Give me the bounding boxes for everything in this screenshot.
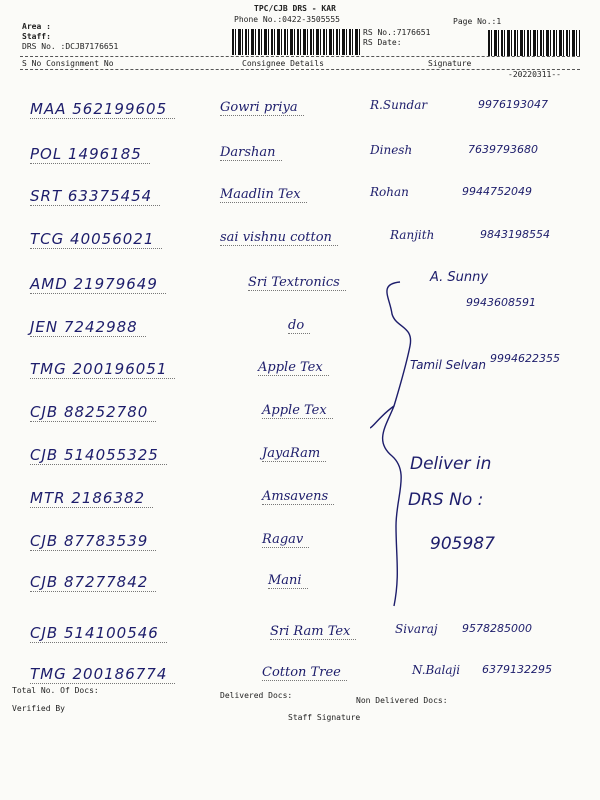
area-label: Area : [22, 22, 51, 31]
consignee-name: do [288, 318, 310, 334]
group-signature-b: Tamil Selvan [410, 358, 486, 372]
consignment-number: CJB 514100546 [30, 624, 167, 643]
consignee-name: Apple Tex [258, 360, 329, 376]
consignee-name: JayaRam [262, 446, 326, 462]
consignment-number: SRT 63375454 [30, 187, 160, 206]
page-number: Page No.:1 [453, 17, 502, 26]
consignee-name: Mani [268, 573, 308, 589]
total-docs-label: Total No. Of Docs: [12, 686, 99, 695]
consignment-number: TCG 40056021 [30, 230, 162, 249]
consignee-name: Sri Textronics [248, 275, 346, 291]
receiver-phone: 9578285000 [462, 622, 532, 635]
table-row [0, 569, 600, 605]
receiver-signature: Sivaraj [395, 622, 438, 636]
table-row [0, 485, 600, 521]
table-row [0, 399, 600, 435]
consignment-number: CJB 87277842 [30, 573, 156, 592]
receiver-phone: 9976193047 [478, 98, 548, 111]
non-delivered-docs-label: Non Delivered Docs: [356, 696, 448, 705]
column-divider [20, 69, 580, 70]
consignment-number: TMG 200186774 [30, 665, 175, 684]
staff-label: Staff: [22, 32, 51, 41]
consignee-name: Darshan [220, 145, 282, 161]
barcode-drs [232, 29, 360, 55]
group-signature-a: A. Sunny [430, 270, 489, 285]
consignment-number: POL 1496185 [30, 145, 150, 164]
group-phone-b: 9994622355 [490, 352, 560, 365]
print-date: -20220311-- [508, 70, 561, 79]
staff-signature-label: Staff Signature [288, 713, 361, 722]
receiver-signature: N.Balaji [412, 663, 461, 677]
document-title: TPC/CJB DRS - KAR [254, 4, 336, 13]
delivered-docs-label: Delivered Docs: [220, 691, 293, 700]
receiver-phone: 9843198554 [480, 228, 550, 241]
receiver-signature: R.Sundar [370, 98, 428, 112]
deliver-in-note: Deliver in [410, 454, 492, 474]
receiver-signature: Dinesh [370, 143, 413, 157]
table-row [0, 314, 600, 350]
consignee-name: Ragav [262, 532, 309, 548]
consignment-number: TMG 200196051 [30, 360, 175, 379]
verified-by-label: Verified By [12, 704, 65, 713]
table-row [0, 141, 600, 177]
consignee-name: Apple Tex [262, 403, 333, 419]
consignment-number: MAA 562199605 [30, 100, 175, 119]
barcode-page [488, 30, 580, 56]
group-brace [370, 276, 430, 616]
table-row [0, 226, 600, 262]
column-consignee: Consignee Details [242, 59, 324, 68]
consignee-name: Sri Ram Tex [270, 624, 356, 640]
table-row [0, 442, 600, 478]
consignment-number: CJB 87783539 [30, 532, 156, 551]
receiver-phone: 6379132295 [482, 663, 552, 676]
table-row [0, 620, 600, 656]
column-sno-consignment: S No Consignment No [22, 59, 114, 68]
receiver-phone: 7639793680 [468, 143, 538, 156]
table-row [0, 96, 600, 132]
rs-date: RS Date: [363, 38, 402, 47]
consignment-number: CJB 88252780 [30, 403, 156, 422]
consignee-name: Maadlin Tex [220, 187, 307, 203]
header-divider [20, 56, 580, 57]
rs-number: RS No.:7176651 [363, 28, 431, 37]
consignment-number: MTR 2186382 [30, 489, 153, 508]
consignee-name: Amsavens [262, 489, 334, 505]
drs-no-value: 905987 [430, 534, 495, 554]
consignment-number: CJB 514055325 [30, 446, 167, 465]
receiver-signature: Rohan [370, 185, 409, 199]
table-row [0, 183, 600, 219]
drs-number: DRS No. :DCJB7176651 [22, 42, 119, 51]
consignee-name: Cotton Tree [262, 665, 347, 681]
consignment-number: JEN 7242988 [30, 318, 146, 337]
receiver-signature: Ranjith [390, 228, 435, 242]
drs-no-note: DRS No : [408, 490, 484, 510]
consignee-name: Gowri priya [220, 100, 304, 116]
column-signature: Signature [428, 59, 472, 68]
header-phone: Phone No.:0422-3505555 [234, 15, 340, 24]
consignment-number: AMD 21979649 [30, 275, 166, 294]
consignee-name: sai vishnu cotton [220, 230, 338, 246]
receiver-phone: 9944752049 [462, 185, 532, 198]
table-row [0, 528, 600, 564]
group-phone-a: 9943608591 [466, 296, 536, 309]
